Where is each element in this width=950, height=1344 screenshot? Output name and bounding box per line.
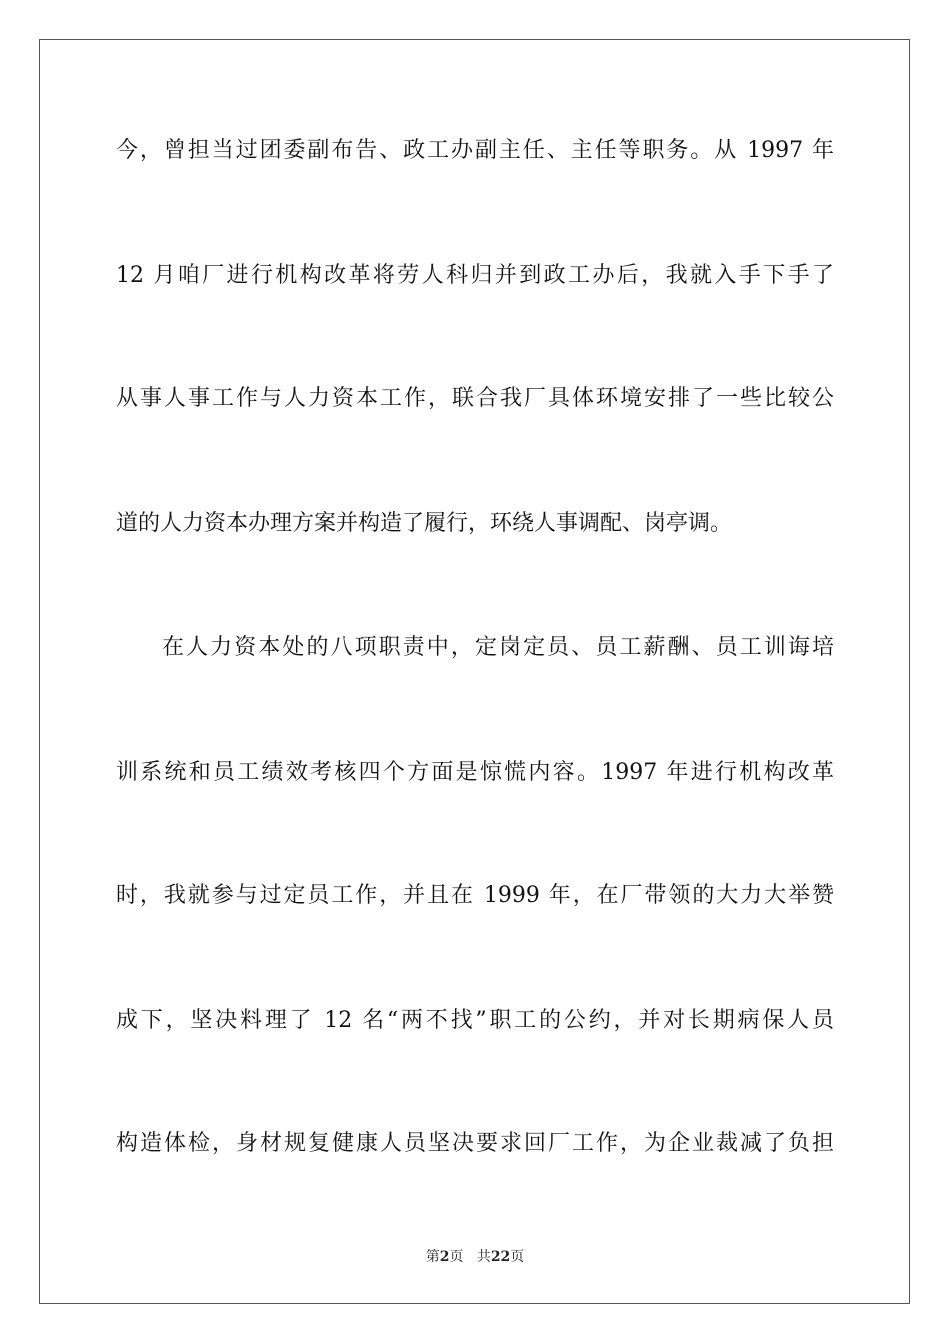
page-number: 2 <box>439 1249 450 1265</box>
page-prefix: 第 <box>425 1249 440 1265</box>
total-prefix: 共 <box>476 1249 491 1265</box>
page-footer <box>0 1247 950 1267</box>
text-line-8: 成下，坚决料理了 12 名“两不找”职工的公约，并对长期病保人员 <box>116 1008 834 1033</box>
total-pages: 22 <box>490 1249 511 1265</box>
text-line-7: 时，我就参与过定员工作，并且在 1999 年，在厂带领的大力大举赞 <box>116 883 834 908</box>
paragraph-2-first-line: 在人力资本处的八项职责中，定岗定员、员工薪酬、员工训诲培 <box>162 635 834 660</box>
page-suffix: 页 <box>449 1249 464 1265</box>
text-line-3: 从事人事工作与人力资本工作，联合我厂具体环境安排了一些比较公 <box>116 386 834 411</box>
text-line-9: 构造体检，身材规复健康人员坚决要求回厂工作，为企业裁减了负担 <box>116 1131 834 1156</box>
text-line-2: 12 月咱厂进行机构改革将劳人科归并到政工办后，我就入手下手了 <box>116 263 834 288</box>
text-line-4: 道的人力资本办理方案并构造了履行，环绕人事调配、岗亭调。 <box>116 511 733 536</box>
text-line-6: 训系统和员工绩效考核四个方面是惊慌内容。1997 年进行机构改革 <box>116 760 834 785</box>
page-border <box>39 39 910 1304</box>
text-line-1: 今，曾担当过团委副布告、政工办副主任、主任等职务。从 1997 年 <box>116 138 834 163</box>
total-suffix: 页 <box>510 1249 525 1265</box>
